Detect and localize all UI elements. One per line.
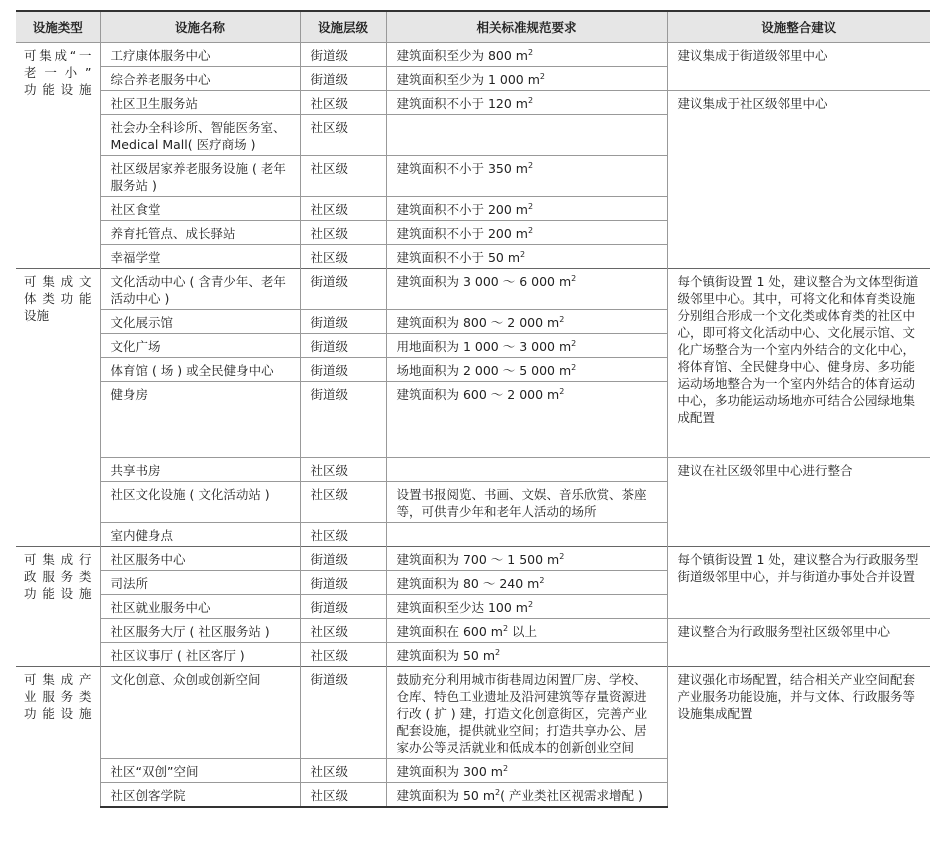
facility-name: 司法所 — [100, 571, 300, 595]
facility-name: 工疗康体服务中心 — [100, 43, 300, 67]
table-row — [16, 43, 930, 67]
integration-suggestion: 每个镇街设置 1 处，建议整合为文体型街道级邻里中心。其中，可将文化和体育类设施分别组合形成一个文化类或体育类的社区中心，即可将文化活动中心、文化展示馆、文化广场整合为一个室内外结合的文化中心，将体育馆、全民健身中心、健身房、多功能运动场地整合为一个室内外结合的体育运动中心，多功能运动场地亦可结合公园绿地集成配置 — [667, 269, 930, 458]
category-cell: 可集成产 业服务类 功能设施 — [16, 667, 100, 808]
facility-name: 综合养老服务中心 — [100, 67, 300, 91]
facility-level: 社区级 — [300, 91, 386, 115]
facility-requirement: 建筑面积为 300 $m^2$ — [386, 759, 667, 783]
facility-requirement: 建筑面积为 80 ～ 240 $m^2$ — [386, 571, 667, 595]
facility-requirement: 建筑面积不小于 120 $m^2$ — [386, 91, 667, 115]
facility-requirement: 建筑面积为 50 $m^2$( 产业类社区视需求增配 ) — [386, 783, 667, 808]
facility-level: 街道级 — [300, 547, 386, 571]
facility-requirement — [386, 115, 667, 156]
category-cell: 可集成“一 老一小” 功能设施 — [16, 43, 100, 269]
header-facility-level: 设施层级 — [300, 11, 386, 43]
facility-requirement: 建筑面积为 800 ～ 2 000 $m^2$ — [386, 310, 667, 334]
header-standard-requirement: 相关标准规范要求 — [386, 11, 667, 43]
facility-requirement: 建筑面积不小于 350 $m^2$ — [386, 156, 667, 197]
facility-level: 社区级 — [300, 245, 386, 269]
facility-requirement: 鼓励充分利用城市街巷周边闲置厂房、学校、仓库、特色工业遗址及沿河建筑等存量资源进行改 ( 扩 ) 建，打造文化创意街区，完善产业配套设施，提供就业空间；打造共享办公、居家办公等灵活就业和低成本的创新创业空间 — [386, 667, 667, 759]
facility-name: 共享书房 — [100, 458, 300, 482]
integration-suggestion: 建议集成于街道级邻里中心 — [667, 43, 930, 91]
facility-requirement: 建筑面积为 600 ～ 2 000 $m^2$ — [386, 382, 667, 458]
facility-level: 街道级 — [300, 67, 386, 91]
facility-level: 街道级 — [300, 310, 386, 334]
facility-level: 街道级 — [300, 595, 386, 619]
facility-name: 文化创意、众创或创新空间 — [100, 667, 300, 759]
facility-name: 社区议事厅 ( 社区客厅 ) — [100, 643, 300, 667]
facility-name: 体育馆 ( 场 ) 或全民健身中心 — [100, 358, 300, 382]
facility-level: 社区级 — [300, 156, 386, 197]
facility-level: 社区级 — [300, 643, 386, 667]
facility-level: 街道级 — [300, 334, 386, 358]
facility-level: 社区级 — [300, 197, 386, 221]
facility-name: 文化广场 — [100, 334, 300, 358]
facility-standards-table — [16, 10, 930, 808]
facility-requirement: 建筑面积不小于 50 $m^2$ — [386, 245, 667, 269]
standards-table-container — [16, 10, 930, 808]
header-facility-type: 设施类型 — [16, 11, 100, 43]
facility-level: 社区级 — [300, 523, 386, 547]
header-integration-suggestion: 设施整合建议 — [667, 11, 930, 43]
facility-requirement — [386, 458, 667, 482]
facility-level: 街道级 — [300, 358, 386, 382]
facility-level: 社区级 — [300, 482, 386, 523]
table-row — [16, 91, 930, 115]
facility-name: 社区创客学院 — [100, 783, 300, 808]
facility-requirement: 场地面积为 2 000 ～ 5 000 $m^2$ — [386, 358, 667, 382]
facility-name: 文化活动中心 ( 含青少年、老年活动中心 ) — [100, 269, 300, 310]
facility-requirement: 建筑面积不小于 200 $m^2$ — [386, 197, 667, 221]
facility-name: 社区服务中心 — [100, 547, 300, 571]
facility-name: 社区“双创”空间 — [100, 759, 300, 783]
facility-name: 社会办全科诊所、智能医务室、Medical Mall( 医疗商场 ) — [100, 115, 300, 156]
table-row — [16, 269, 930, 310]
facility-requirement: 建筑面积在 600 $m^2$ 以上 — [386, 619, 667, 643]
integration-suggestion: 建议集成于社区级邻里中心 — [667, 91, 930, 269]
facility-level: 社区级 — [300, 115, 386, 156]
facility-requirement: 建筑面积为 50 $m^2$ — [386, 643, 667, 667]
facility-level: 街道级 — [300, 667, 386, 759]
facility-name: 社区食堂 — [100, 197, 300, 221]
facility-name: 社区服务大厅 ( 社区服务站 ) — [100, 619, 300, 643]
integration-suggestion: 建议整合为行政服务型社区级邻里中心 — [667, 619, 930, 667]
category-cell: 可集成文 体类功能 设施 — [16, 269, 100, 547]
facility-level: 街道级 — [300, 382, 386, 458]
facility-requirement: 设置书报阅览、书画、文娱、音乐欣赏、茶座等，可供青少年和老年人活动的场所 — [386, 482, 667, 523]
facility-level: 社区级 — [300, 458, 386, 482]
category-cell: 可集成行 政服务类 功能设施 — [16, 547, 100, 667]
integration-suggestion: 建议强化市场配置，结合相关产业空间配套产业服务功能设施，并与文体、行政服务等设施集成配置 — [667, 667, 930, 808]
integration-suggestion: 建议在社区级邻里中心进行整合 — [667, 458, 930, 547]
facility-requirement: 用地面积为 1 000 ～ 3 000 $m^2$ — [386, 334, 667, 358]
facility-requirement: 建筑面积为 700 ～ 1 500 $m^2$ — [386, 547, 667, 571]
facility-name: 健身房 — [100, 382, 300, 458]
facility-level: 社区级 — [300, 221, 386, 245]
facility-requirement: 建筑面积不小于 200 $m^2$ — [386, 221, 667, 245]
facility-level: 街道级 — [300, 43, 386, 67]
facility-name: 社区就业服务中心 — [100, 595, 300, 619]
table-row — [16, 619, 930, 643]
facility-requirement: 建筑面积为 3 000 ～ 6 000 $m^2$ — [386, 269, 667, 310]
facility-name: 幸福学堂 — [100, 245, 300, 269]
header-facility-name: 设施名称 — [100, 11, 300, 43]
facility-name: 社区文化设施 ( 文化活动站 ) — [100, 482, 300, 523]
table-row — [16, 458, 930, 482]
facility-name: 养育托管点、成长驿站 — [100, 221, 300, 245]
facility-name: 文化展示馆 — [100, 310, 300, 334]
facility-requirement: 建筑面积至少为 800 $m^2$ — [386, 43, 667, 67]
facility-name: 室内健身点 — [100, 523, 300, 547]
facility-level: 社区级 — [300, 619, 386, 643]
table-row — [16, 667, 930, 759]
table-row — [16, 547, 930, 571]
facility-level: 街道级 — [300, 269, 386, 310]
facility-level: 社区级 — [300, 759, 386, 783]
table-header-row — [16, 11, 930, 43]
facility-level: 街道级 — [300, 571, 386, 595]
facility-requirement: 建筑面积至少为 1 000 $m^2$ — [386, 67, 667, 91]
integration-suggestion: 每个镇街设置 1 处，建议整合为行政服务型街道级邻里中心，并与街道办事处合并设置 — [667, 547, 930, 619]
facility-level: 社区级 — [300, 783, 386, 808]
facility-requirement: 建筑面积至少达 100 $m^2$ — [386, 595, 667, 619]
facility-name: 社区级居家养老服务设施 ( 老年服务站 ) — [100, 156, 300, 197]
facility-name: 社区卫生服务站 — [100, 91, 300, 115]
facility-requirement — [386, 523, 667, 547]
